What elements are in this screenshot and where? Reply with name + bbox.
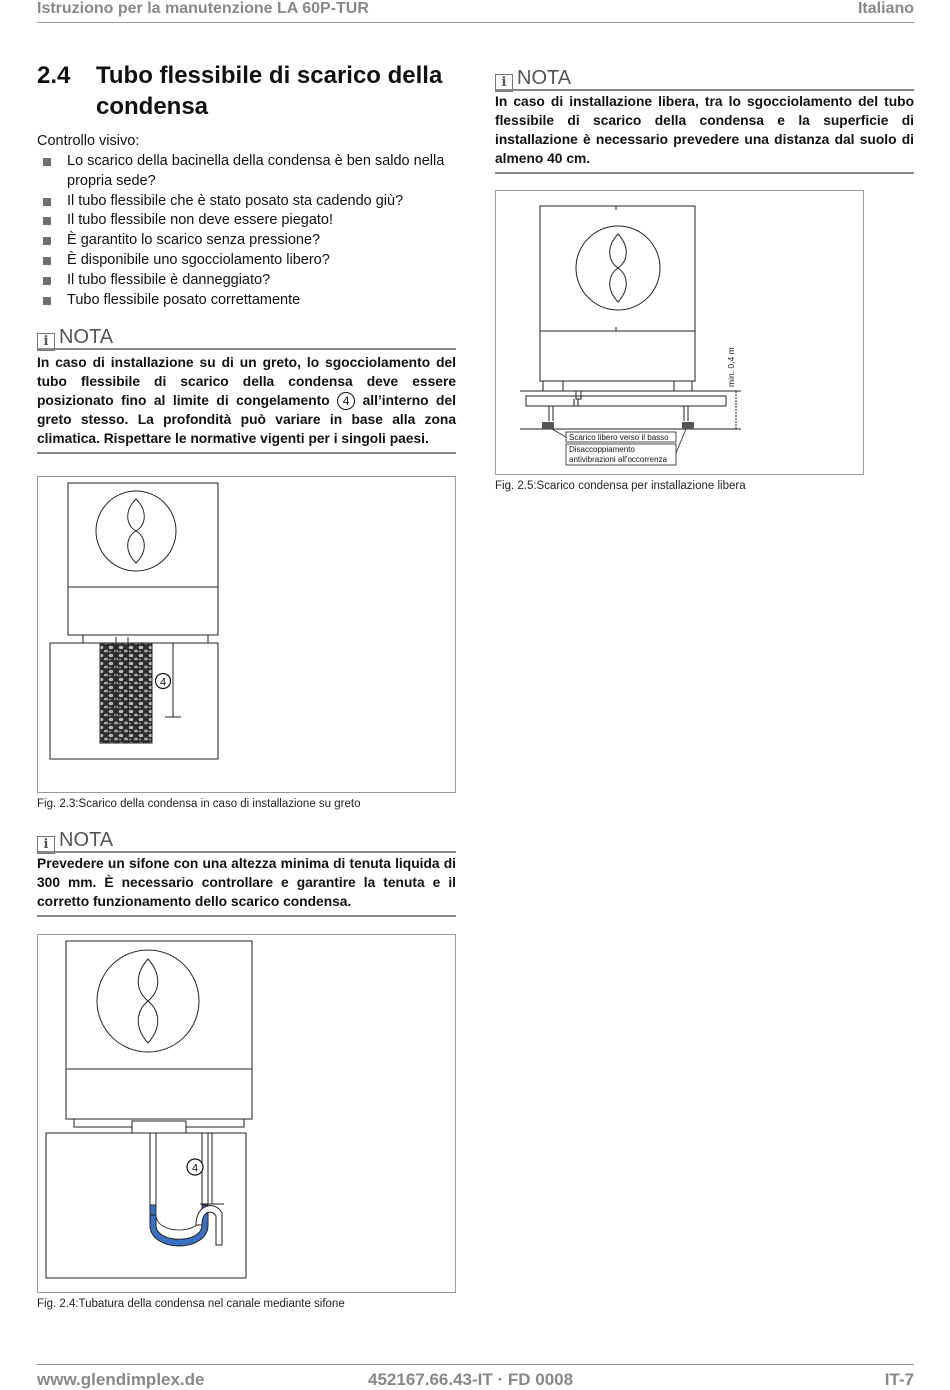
ground-block <box>46 1133 246 1278</box>
footer-document-code: 452167.66.43-IT · FD 0008 <box>368 1370 574 1389</box>
heat-pump-upper-housing <box>66 941 252 1069</box>
checklist-item: Lo scarico della bacinella della condensa è ben saldo nella propria sede? <box>37 152 462 192</box>
info-icon: i <box>37 333 55 351</box>
nota-label: NOTA <box>517 67 572 89</box>
nota-rule <box>37 915 456 917</box>
section-number: 2.4 <box>37 62 71 89</box>
info-icon: i <box>37 836 55 854</box>
dimension-label: min. 0,4 m <box>726 347 736 387</box>
nota-header <box>37 829 456 851</box>
nota-rule <box>495 172 914 174</box>
figure-2-5-caption: Fig. 2.5:Scarico condensa per installazione libera <box>495 480 746 492</box>
nota-header <box>37 326 456 348</box>
nota-text: Prevedere un sifone con una altezza minima di tenuta liquida di 300 mm. È necessario controllare e garantire la tenuta e il corretto funzionamento dello scarico condensa. <box>37 856 456 909</box>
nota-text <box>37 353 456 448</box>
siphon-installation-diagram <box>38 935 455 1292</box>
header-title: Istruziono per la manutenzione LA 60P-TUR <box>37 0 369 17</box>
heat-pump-lower-housing <box>540 331 695 381</box>
section-title: Tubo flessibile di scarico della condensa <box>96 62 443 120</box>
footer-website[interactable]: www.glendimplex.de <box>37 1370 205 1389</box>
checklist-item: Il tubo flessibile non deve essere piegato! <box>37 211 462 231</box>
figure-2-4-caption: Fig. 2.4:Tubatura della condensa nel canale mediante sifone <box>37 1298 345 1310</box>
footer-rule <box>37 1364 914 1365</box>
heat-pump-upper-housing <box>68 483 218 587</box>
gravel-installation-diagram <box>38 477 455 792</box>
nota-text: In caso di installazione libera, tra lo sgocciolamento del tubo flessibile di scarico della condensa e la superficie di installazione è necessario prevedere una distanza dal suolo di almeno 40 cm. <box>495 94 914 166</box>
figure-2-3-caption: Fig. 2.3:Scarico della condensa in caso di installazione su greto <box>37 798 361 810</box>
heat-pump-lower-housing <box>68 587 218 635</box>
nota-rule <box>37 851 456 853</box>
checklist-item: Il tubo flessibile è danneggiato? <box>37 271 462 291</box>
nota-rule <box>495 89 914 91</box>
heat-pump-lower-housing <box>66 1069 252 1119</box>
nota-sifone <box>37 829 456 917</box>
section-lead: Controllo visivo: <box>37 133 140 149</box>
nota-libera <box>495 67 914 174</box>
nota-greto <box>37 326 456 454</box>
label-free-drain: Scarico libero verso il basso <box>569 433 669 442</box>
checklist-item: Il tubo flessibile che è stato posato sta cadendo giù? <box>37 192 462 212</box>
figure-2-4 <box>37 934 456 1293</box>
nota-label: NOTA <box>59 326 114 348</box>
reference-marker: 4 <box>337 392 355 410</box>
free-installation-diagram <box>496 191 863 474</box>
nota-text-part: all’interno del greto stesso. La profondità può variare in base alla zona climatica. Rispettare le normative vigenti per i singoli paesi. <box>37 393 456 446</box>
header-language: Italiano <box>857 0 914 17</box>
checklist-item: È garantito lo scarico senza pressione? <box>37 231 462 251</box>
info-icon: i <box>495 74 513 92</box>
nota-rule <box>37 452 456 454</box>
marker-number: 4 <box>191 1162 199 1175</box>
nota-label: NOTA <box>59 829 114 851</box>
nota-header <box>495 67 914 89</box>
checklist <box>37 152 462 310</box>
nota-text-part: In caso di installazione su di un greto, lo sgocciolamento del tubo flessibile di scarico della condensa deve essere posizionato fino al limite di congelamento <box>37 355 456 408</box>
checklist-item: Tubo flessibile posato correttamente <box>37 291 462 311</box>
figure-2-5 <box>495 190 864 475</box>
gravel-bed <box>100 643 152 743</box>
figure-2-3 <box>37 476 456 793</box>
checklist-item: È disponibile uno sgocciolamento libero? <box>37 251 462 271</box>
header-rule <box>37 22 914 23</box>
label-decoupling: Disaccoppiamento <box>569 445 635 454</box>
nota-rule <box>37 348 456 350</box>
label-decoupling-2: antivibrazioni all'occorrenza <box>569 455 668 464</box>
marker-number: 4 <box>159 676 167 689</box>
footer-page-number: IT-7 <box>884 1370 914 1389</box>
